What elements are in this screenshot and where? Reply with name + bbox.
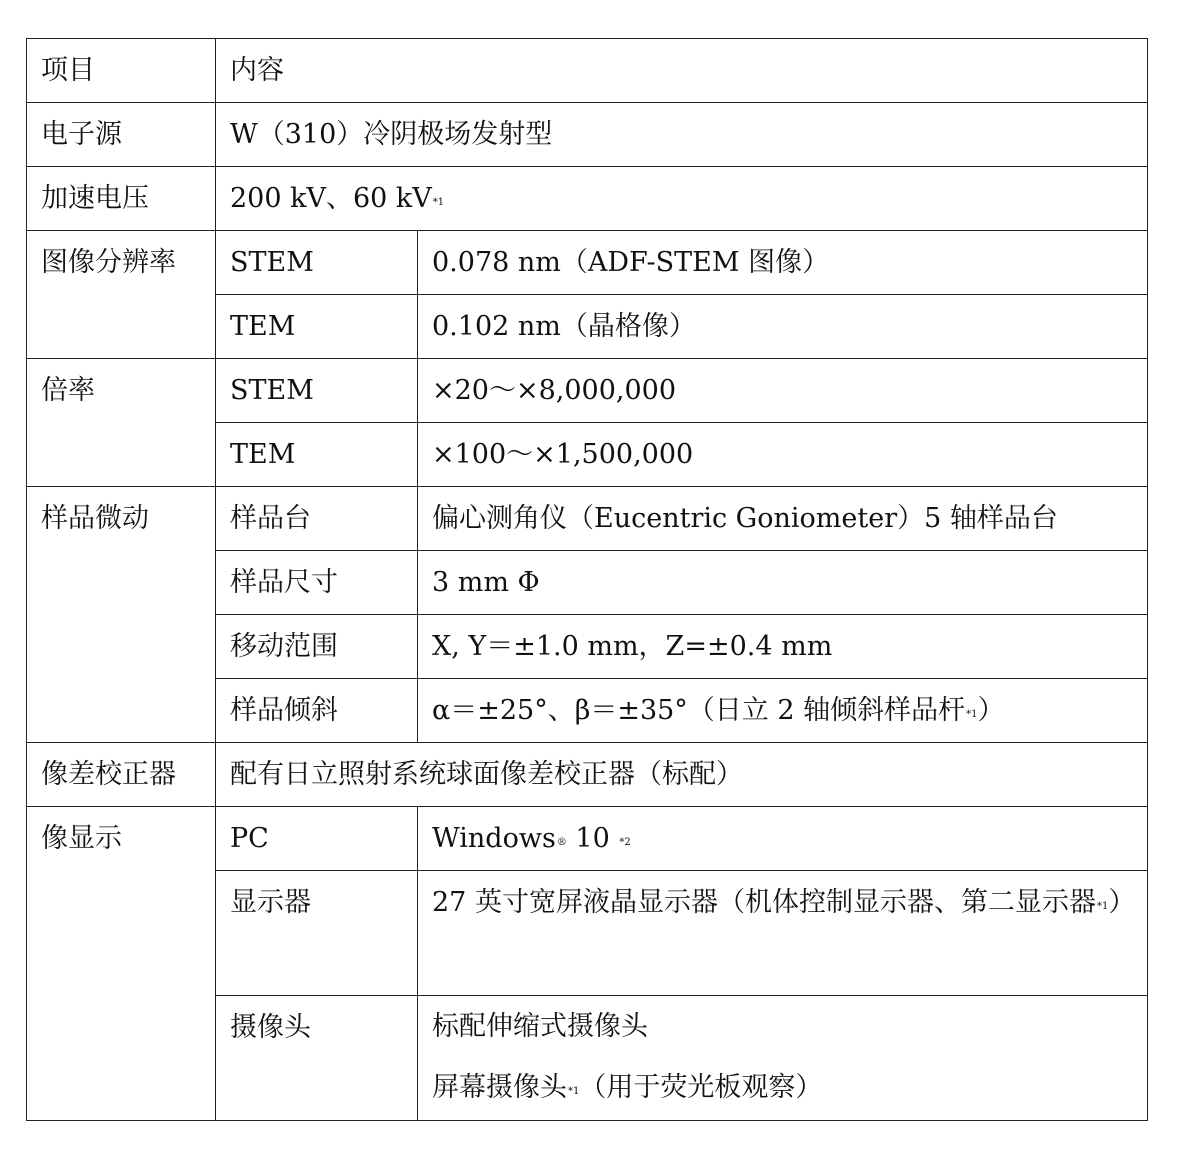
row-label: 像显示 <box>27 807 216 1121</box>
spec-table <box>26 38 1148 1121</box>
header-item: 项目 <box>27 39 216 103</box>
footnote-mark: *2 <box>619 837 631 848</box>
sub-label: 显示器 <box>216 871 418 996</box>
sub-label: STEM <box>216 231 418 295</box>
sub-label: 样品倾斜 <box>216 679 418 743</box>
table-row <box>27 487 1148 551</box>
table-row <box>27 39 1148 103</box>
row-value <box>216 167 1148 231</box>
footnote-mark: *1 <box>966 709 978 720</box>
sub-value: 0.078 nm（ADF-STEM 图像） <box>418 231 1148 295</box>
sub-label: PC <box>216 807 418 871</box>
camera-line-2-suffix: （用于荧光板观察） <box>579 1072 823 1103</box>
sub-value <box>418 807 1148 871</box>
sub-label: 样品尺寸 <box>216 551 418 615</box>
footnote-mark: *1 <box>568 1086 580 1097</box>
registered-mark: ® <box>556 837 567 848</box>
footnote-mark: *1 <box>432 197 445 208</box>
tilt-suffix: ） <box>977 695 1005 726</box>
row-label: 倍率 <box>27 359 216 487</box>
row-label: 图像分辨率 <box>27 231 216 359</box>
row-value: W（310）冷阴极场发射型 <box>216 103 1148 167</box>
camera-line-2-text: 屏幕摄像头 <box>432 1072 567 1103</box>
sub-value: 0.102 nm（晶格像） <box>418 295 1148 359</box>
table-row <box>27 231 1148 295</box>
sub-label: 样品台 <box>216 487 418 551</box>
table-row <box>27 807 1148 871</box>
table-row <box>27 103 1148 167</box>
tilt-text: α＝±25°、β＝±35°（日立 2 轴倾斜样品杆 <box>432 695 966 726</box>
row-value: 配有日立照射系统球面像差校正器（标配） <box>216 743 1148 807</box>
sub-label: 摄像头 <box>216 996 418 1121</box>
footnote-mark: *1 <box>1096 901 1109 912</box>
voltage-text: 200 kV、60 kV <box>230 183 432 214</box>
table-row <box>27 743 1148 807</box>
monitor-text: 27 英寸宽屏液晶显示器（机体控制显示器、第二显示器 <box>432 887 1096 918</box>
row-label: 电子源 <box>27 103 216 167</box>
sub-value: 偏心测角仪（Eucentric Goniometer）5 轴样品台 <box>418 487 1148 551</box>
sub-value: ×20～×8,000,000 <box>418 359 1148 423</box>
table-row <box>27 359 1148 423</box>
row-label: 像差校正器 <box>27 743 216 807</box>
os-version: 10 <box>566 823 619 854</box>
sub-value: 3 mm Φ <box>418 551 1148 615</box>
sub-label: STEM <box>216 359 418 423</box>
camera-line-2 <box>432 1057 1147 1118</box>
header-content: 内容 <box>216 39 1148 103</box>
sub-value <box>418 996 1148 1121</box>
table-row <box>27 167 1148 231</box>
sub-label: TEM <box>216 423 418 487</box>
sub-label: TEM <box>216 295 418 359</box>
row-label: 样品微动 <box>27 487 216 743</box>
sub-value <box>418 679 1148 743</box>
monitor-suffix: ） <box>1108 887 1136 918</box>
os-name: Windows <box>432 823 556 854</box>
sub-value: ×100～×1,500,000 <box>418 423 1148 487</box>
sub-value: X, Y＝±1.0 mm，Z=±0.4 mm <box>418 615 1148 679</box>
row-label: 加速电压 <box>27 167 216 231</box>
sub-label: 移动范围 <box>216 615 418 679</box>
sub-value <box>418 871 1148 996</box>
camera-line-1: 标配伸缩式摄像头 <box>432 1011 648 1042</box>
